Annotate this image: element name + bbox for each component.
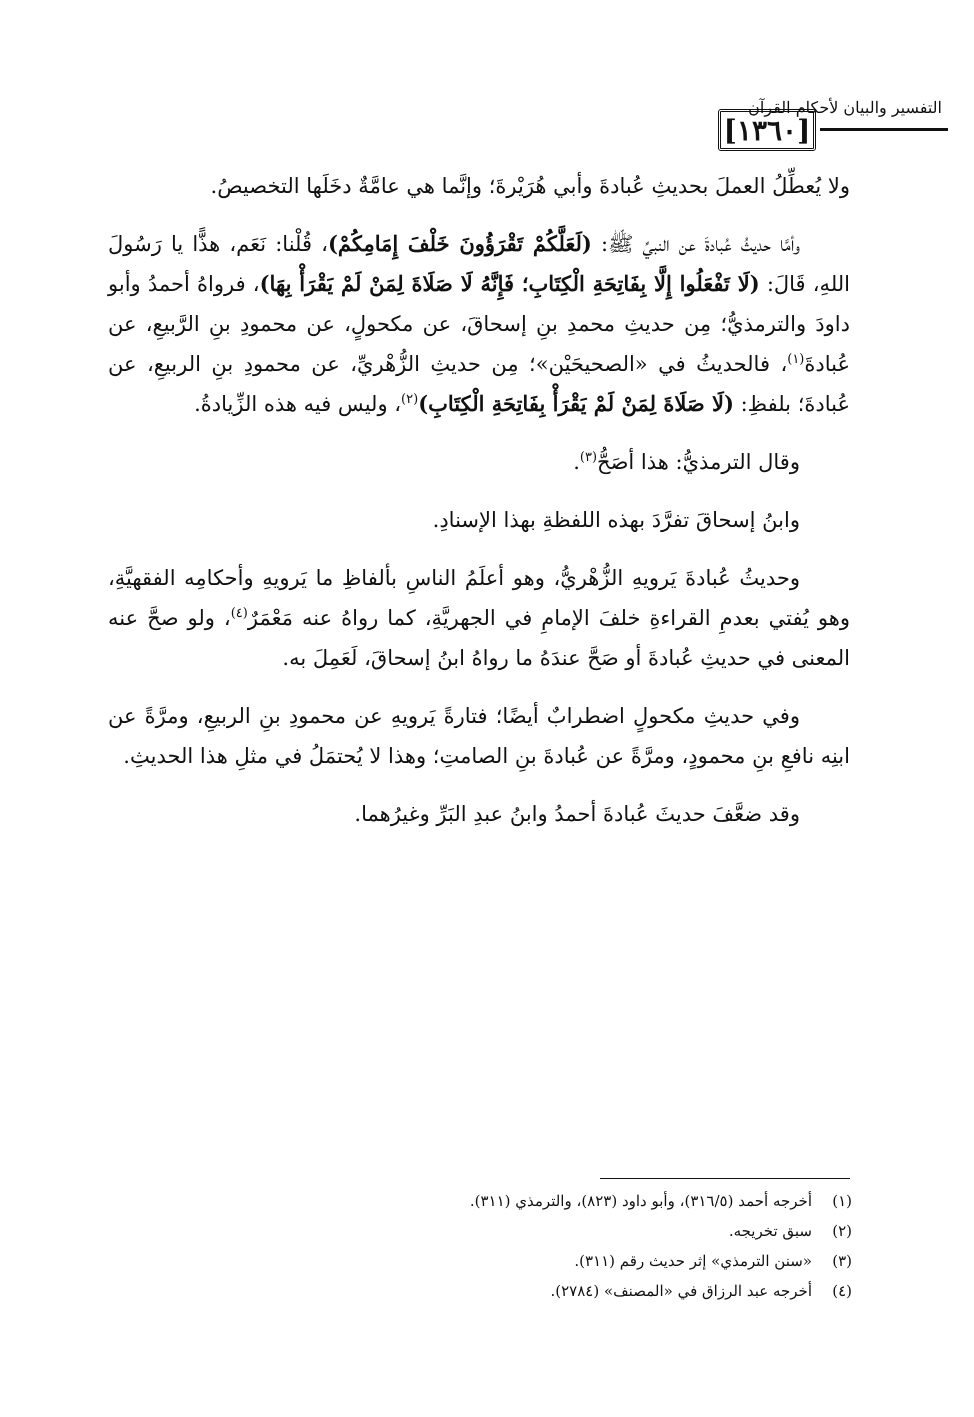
text-run: وقال الترمذيُّ: هذا أصَحُّ bbox=[597, 450, 800, 474]
footnote-ref: (٣) bbox=[579, 450, 598, 465]
main-text bbox=[108, 166, 850, 852]
running-header-title: التفسير والبيان لأحكام القرآن bbox=[748, 98, 942, 117]
footnote-ref: (٢) bbox=[401, 392, 419, 407]
paragraph-3 bbox=[108, 442, 850, 482]
hadith-quote: (لَا صَلَاةَ لِمَنْ لَمْ يَقْرَأْ بِفَاتِحَةِ الْكِتَابِ) bbox=[418, 391, 734, 416]
footnote-number: (٢) bbox=[832, 1222, 852, 1240]
paragraph-5 bbox=[108, 558, 850, 678]
footnote-item bbox=[300, 1246, 852, 1276]
footnote-text: «سنن الترمذي» إثر حديث رقم (٣١١). bbox=[574, 1252, 812, 1270]
footnote-number: (٣) bbox=[832, 1252, 852, 1270]
text-run: ، ولو صحَّ عنه المعنى في حديثِ عُبادةَ أو صَحَّ عندَهُ ما رواهُ ابنُ إسحاقَ، لَعَمِلَ به. bbox=[108, 606, 850, 670]
footnote-ref: (٤) bbox=[230, 606, 248, 621]
text-run: وحديثُ عُبادةَ يَرويهِ الزُّهْريُّ، وهو أعلَمُ الناسِ بألفاظِ ما يَرويهِ وأحكامِه الفقهيَّةِ، وهو يُفتي بعدمِ القراءةِ خلفَ الإمامِ في الجهريَّةِ، كما رواهُ عنه مَعْمَرٌ bbox=[108, 566, 850, 630]
page-number: [١٣٦٠] bbox=[718, 109, 816, 151]
text-run: ، قُلْنا: نَعَم، هذًّا يا رَسُولَ اللهِ، قَالَ: bbox=[108, 232, 851, 296]
footnote-number: (٤) bbox=[832, 1282, 852, 1300]
paragraph-1: ولا يُعطِّلُ العملَ بحديثِ عُبادةَ وأبي هُرَيْرةَ؛ وإنَّما هي عامَّةٌ دخَلَها التخصيصُ. bbox=[210, 174, 850, 198]
footnotes bbox=[300, 1186, 852, 1306]
footnote-text: أخرجه أحمد (٣١٦/٥)، وأبو داود (٨٢٣)، والترمذي (٣١١). bbox=[469, 1192, 812, 1210]
text-run: . bbox=[573, 450, 580, 474]
paragraph-6: وفي حديثِ مكحولٍ اضطرابٌ أيضًا؛ فتارةً يَرويهِ عن محمودِ بنِ الربيعِ، ومرَّةً عن ابنِه نافعِ بنِ محمودٍ، ومرَّةً عن عُبادةَ بنِ الصامتِ؛ وهذا لا يُحتمَلُ في مثلِ هذا الحديثِ. bbox=[108, 704, 850, 768]
hadith-quote: (لَا تَفْعَلُوا إِلَّا بِفَاتِحَةِ الْكِتَابِ؛ فَإِنَّهُ لَا صَلَاةَ لِمَنْ لَمْ يَقْرَأْ بِهَا) bbox=[259, 271, 760, 296]
footnote-number: (١) bbox=[832, 1192, 852, 1210]
footnote-item bbox=[300, 1216, 852, 1246]
footnote-item bbox=[300, 1276, 852, 1306]
footnote-item bbox=[300, 1186, 852, 1216]
text-run: ، فالحديثُ في «الصحيحَيْن»؛ مِن حديثِ الزُّهْريِّ، عن محمودِ بنِ الربيعِ، عن عُبادةَ؛ بلفظِ: bbox=[108, 352, 850, 416]
text-run: ، وليس فيه هذه الزِّيادةُ. bbox=[194, 392, 402, 416]
paragraph-2 bbox=[108, 224, 850, 424]
text-run: ، فرواهُ أحمدُ وأبو داودَ والترمذيُّ؛ مِن حديثِ محمدِ بنِ إسحاقَ، عن مكحولٍ، عن محمودِ بنِ الرَّبيعِ، عن عُبادةَ bbox=[108, 272, 850, 376]
text-run: وأمَّا حديثُ عُبادةَ عن النبيِّ ﷺ: bbox=[591, 232, 801, 256]
footnote-ref: (١) bbox=[787, 352, 805, 367]
paragraph-7: وقد ضعَّفَ حديثَ عُبادةَ أحمدُ وابنُ عبدِ البَرِّ وغيرُهما. bbox=[354, 802, 800, 826]
paragraph-4: وابنُ إسحاقَ تفرَّدَ بهذه اللفظةِ بهذا الإسنادِ. bbox=[432, 508, 800, 532]
header-rule bbox=[820, 128, 948, 131]
hadith-quote: (لَعَلَّكُمْ تَقْرَؤُونَ خَلْفَ إِمَامِكُمْ) bbox=[327, 231, 592, 256]
footnote-text: أخرجه عبد الرزاق في «المصنف» (٢٧٨٤). bbox=[550, 1282, 812, 1300]
footnote-divider bbox=[600, 1178, 850, 1179]
footnote-text: سبق تخريجه. bbox=[728, 1222, 812, 1240]
